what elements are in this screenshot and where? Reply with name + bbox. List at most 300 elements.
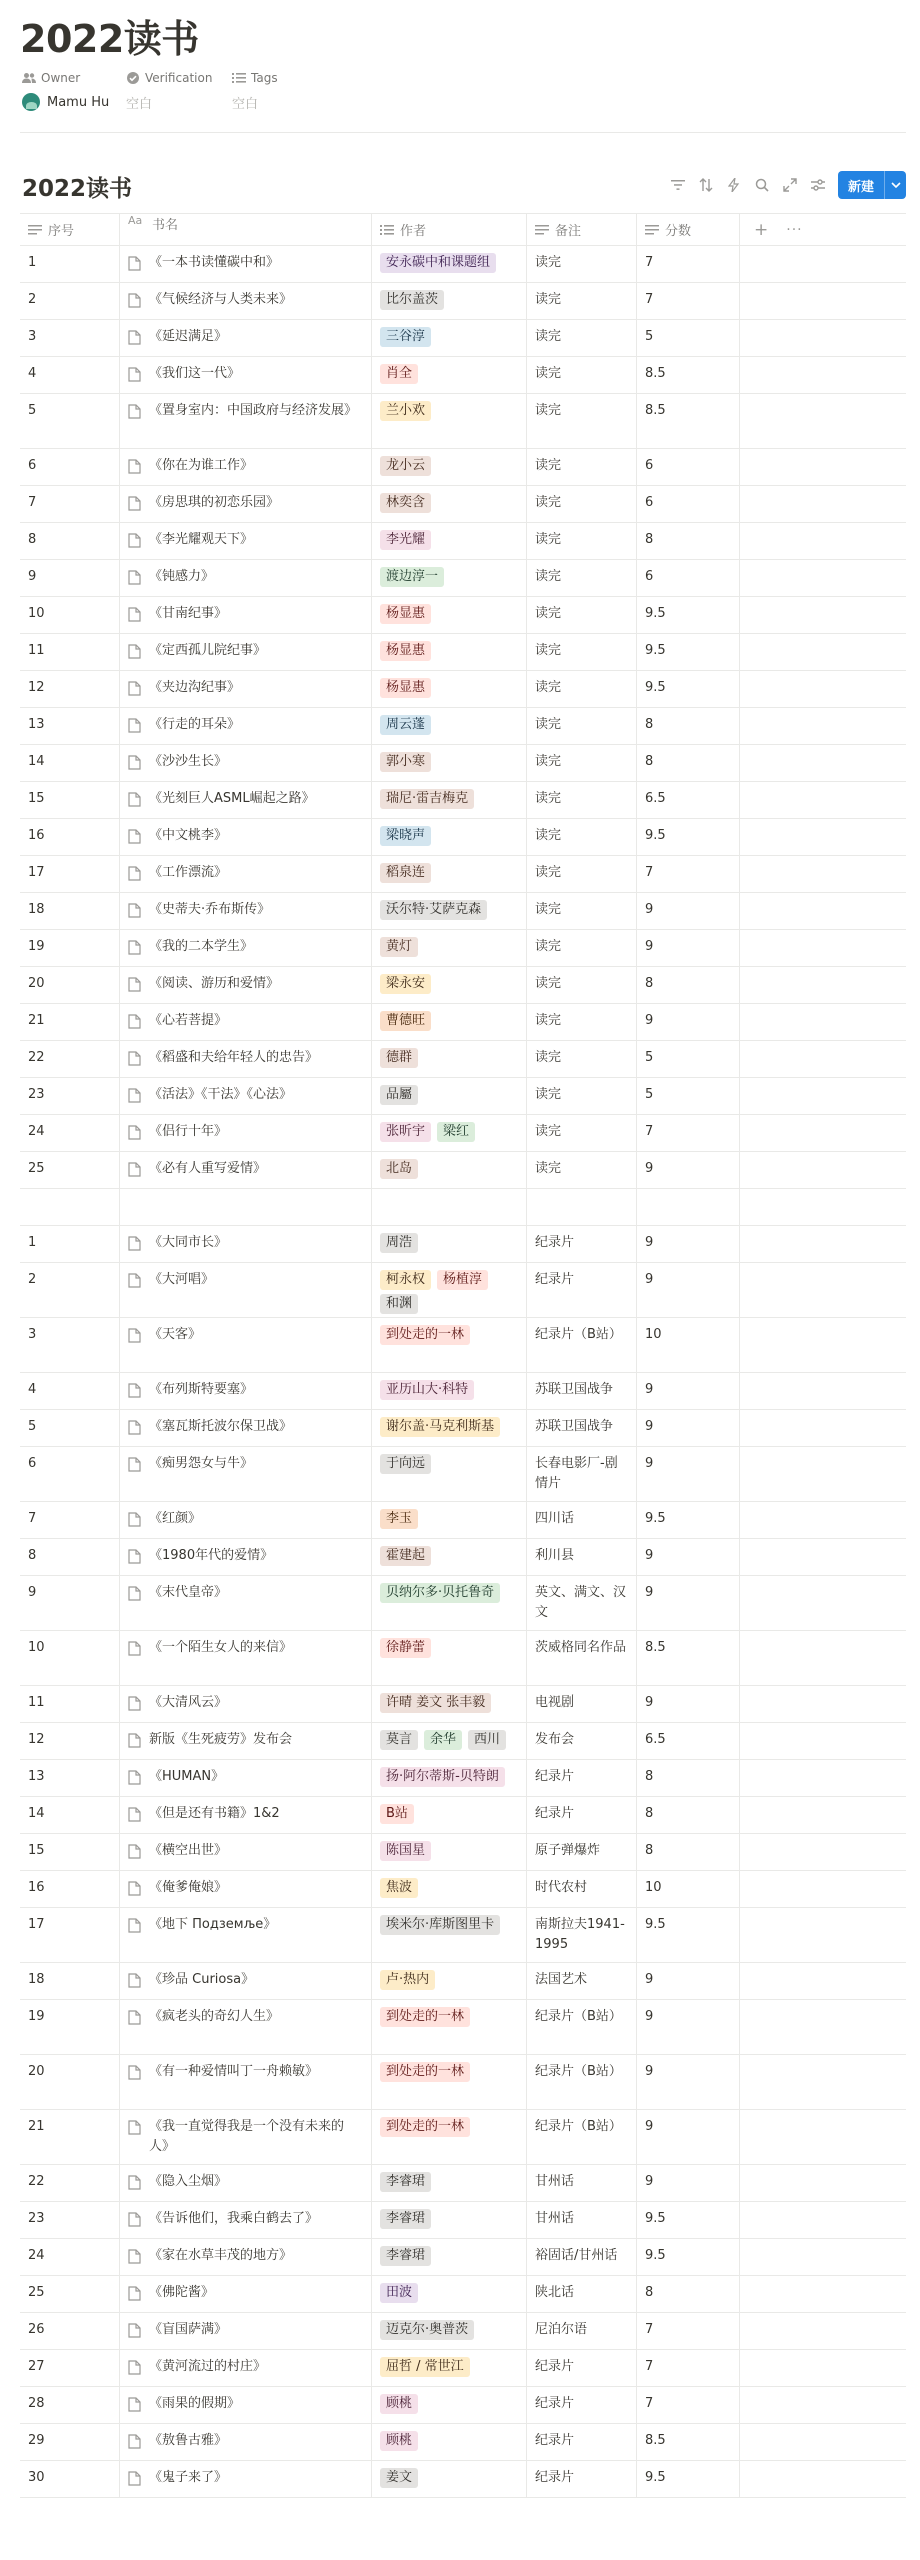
table-row[interactable]: [20, 2276, 906, 2313]
cell-author[interactable]: [372, 523, 527, 559]
cell-index[interactable]: 4: [20, 1373, 120, 1409]
title-text[interactable]: 《地下 Подземље》: [149, 1917, 277, 1932]
cell-index[interactable]: 3: [20, 320, 120, 356]
cell-score[interactable]: [637, 1189, 740, 1225]
cell-index[interactable]: 1: [20, 246, 120, 282]
cell-author[interactable]: [372, 486, 527, 522]
cell-title[interactable]: [120, 560, 372, 596]
cell-note[interactable]: 苏联卫国战争: [527, 1410, 637, 1446]
cell-title[interactable]: [120, 2387, 372, 2423]
cell-score[interactable]: 9.5: [637, 819, 740, 855]
cell-index[interactable]: 20: [20, 967, 120, 1003]
title-text[interactable]: 《告诉他们，我乘白鹤去了》: [149, 2211, 319, 2226]
cell-index[interactable]: 3: [20, 1318, 120, 1372]
title-text[interactable]: 《你在为谁工作》: [149, 458, 254, 473]
cell-author[interactable]: [372, 1797, 527, 1833]
cell-author[interactable]: [372, 819, 527, 855]
cell-author[interactable]: [372, 1502, 527, 1538]
cell-index[interactable]: 27: [20, 2350, 120, 2386]
tags-property[interactable]: [232, 68, 332, 116]
title-text[interactable]: 《工作漂流》: [149, 865, 228, 880]
cell-author[interactable]: [372, 1631, 527, 1685]
cell-note[interactable]: 纪录片（B站）: [527, 2110, 637, 2164]
cell-index[interactable]: 17: [20, 856, 120, 892]
cell-note[interactable]: 纪录片: [527, 2387, 637, 2423]
cell-title[interactable]: [120, 1263, 372, 1317]
cell-index[interactable]: 4: [20, 357, 120, 393]
cell-score[interactable]: 9.5: [637, 1502, 740, 1538]
cell-title[interactable]: [120, 856, 372, 892]
cell-score[interactable]: 8.5: [637, 357, 740, 393]
cell-title[interactable]: [120, 893, 372, 929]
cell-index[interactable]: 7: [20, 1502, 120, 1538]
cell-title[interactable]: [120, 967, 372, 1003]
cell-index[interactable]: 12: [20, 1723, 120, 1759]
table-row[interactable]: [20, 1871, 906, 1908]
cell-author[interactable]: [372, 2461, 527, 2497]
cell-author[interactable]: [372, 1539, 527, 1575]
table-row[interactable]: [20, 1576, 906, 1631]
filter-icon[interactable]: [664, 171, 692, 199]
cell-note[interactable]: 读完: [527, 283, 637, 319]
cell-title[interactable]: [120, 523, 372, 559]
cell-author[interactable]: [372, 1963, 527, 1999]
table-row[interactable]: [20, 1539, 906, 1576]
cell-title[interactable]: [120, 2110, 372, 2164]
cell-note[interactable]: 纪录片（B站）: [527, 2055, 637, 2109]
cell-title[interactable]: [120, 486, 372, 522]
owner-property[interactable]: [22, 68, 126, 116]
cell-score[interactable]: 5: [637, 1041, 740, 1077]
cell-note[interactable]: 读完: [527, 967, 637, 1003]
cell-author[interactable]: [372, 320, 527, 356]
cell-score[interactable]: 9: [637, 1226, 740, 1262]
cell-note[interactable]: 纪录片: [527, 2461, 637, 2497]
title-text[interactable]: 《大河唱》: [149, 1272, 215, 1287]
table-row[interactable]: [20, 320, 906, 357]
cell-author[interactable]: [372, 2424, 527, 2460]
title-text[interactable]: 《塞瓦斯托波尔保卫战》: [149, 1419, 293, 1434]
cell-note[interactable]: 苏联卫国战争: [527, 1373, 637, 1409]
table-row[interactable]: [20, 856, 906, 893]
cell-score[interactable]: 10: [637, 1318, 740, 1372]
cell-score[interactable]: 8: [637, 708, 740, 744]
title-text[interactable]: 《1980年代的爱情》: [149, 1548, 274, 1563]
cell-title[interactable]: [120, 1004, 372, 1040]
cell-title[interactable]: [120, 1797, 372, 1833]
cell-note[interactable]: 纪录片: [527, 2350, 637, 2386]
cell-note[interactable]: 南斯拉夫1941-1995: [527, 1908, 637, 1962]
cell-title[interactable]: [120, 2165, 372, 2201]
table-row[interactable]: [20, 1631, 906, 1686]
cell-score[interactable]: 7: [637, 2350, 740, 2386]
title-text[interactable]: 《必有人重写爱情》: [149, 1161, 267, 1176]
cell-title[interactable]: [120, 1686, 372, 1722]
add-column-icon[interactable]: +: [754, 219, 769, 240]
cell-index[interactable]: 28: [20, 2387, 120, 2423]
cell-score[interactable]: 9: [637, 2000, 740, 2054]
cell-note[interactable]: 发布会: [527, 1723, 637, 1759]
table-row[interactable]: [20, 1152, 906, 1189]
title-text[interactable]: 《延迟满足》: [149, 329, 228, 344]
title-text[interactable]: 《HUMAN》: [149, 1769, 225, 1784]
title-text[interactable]: 《俺爹俺娘》: [149, 1880, 228, 1895]
cell-score[interactable]: 9: [637, 1263, 740, 1317]
cell-note[interactable]: 英文、满文、汉文: [527, 1576, 637, 1630]
cell-note[interactable]: 利川县: [527, 1539, 637, 1575]
cell-score[interactable]: 8: [637, 1797, 740, 1833]
cell-author[interactable]: [372, 1373, 527, 1409]
title-text[interactable]: 《雨果的假期》: [149, 2396, 241, 2411]
cell-index[interactable]: 23: [20, 2202, 120, 2238]
cell-title[interactable]: [120, 394, 372, 448]
cell-score[interactable]: 9: [637, 1373, 740, 1409]
cell-author[interactable]: [372, 357, 527, 393]
cell-index[interactable]: 5: [20, 1410, 120, 1446]
cell-title[interactable]: [120, 930, 372, 966]
cell-author[interactable]: [372, 1263, 527, 1317]
cell-title[interactable]: [120, 357, 372, 393]
table-row[interactable]: [20, 2055, 906, 2110]
cell-author[interactable]: [372, 1871, 527, 1907]
cell-title[interactable]: [120, 671, 372, 707]
cell-score[interactable]: 9: [637, 2165, 740, 2201]
table-row[interactable]: [20, 1760, 906, 1797]
cell-title[interactable]: [120, 634, 372, 670]
cell-author[interactable]: [372, 967, 527, 1003]
cell-note[interactable]: 读完: [527, 893, 637, 929]
cell-score[interactable]: 5: [637, 1078, 740, 1114]
title-text[interactable]: 《置身室内：中国政府与经济发展》: [149, 403, 358, 418]
cell-author[interactable]: [372, 634, 527, 670]
title-text[interactable]: 《中文桃李》: [149, 828, 228, 843]
cell-index[interactable]: 11: [20, 1686, 120, 1722]
table-row[interactable]: [20, 1226, 906, 1263]
cell-score[interactable]: 6: [637, 486, 740, 522]
cell-score[interactable]: 9: [637, 1539, 740, 1575]
cell-author[interactable]: [372, 394, 527, 448]
cell-score[interactable]: 9: [637, 893, 740, 929]
cell-note[interactable]: 读完: [527, 320, 637, 356]
cell-author[interactable]: [372, 2000, 527, 2054]
cell-index[interactable]: 19: [20, 2000, 120, 2054]
cell-title[interactable]: [120, 1760, 372, 1796]
cell-author[interactable]: [372, 2055, 527, 2109]
cell-score[interactable]: 9: [637, 1686, 740, 1722]
cell-title[interactable]: [120, 1078, 372, 1114]
cell-title[interactable]: [120, 1723, 372, 1759]
cell-score[interactable]: 9: [637, 2055, 740, 2109]
cell-score[interactable]: 9: [637, 1004, 740, 1040]
title-text[interactable]: 《我一直觉得我是一个没有未来的人》: [149, 2119, 345, 2154]
cell-note[interactable]: 读完: [527, 671, 637, 707]
table-row[interactable]: [20, 2000, 906, 2055]
cell-note[interactable]: 纪录片: [527, 1760, 637, 1796]
cell-author[interactable]: [372, 2165, 527, 2201]
cell-index[interactable]: 24: [20, 2239, 120, 2275]
cell-index[interactable]: 8: [20, 523, 120, 559]
cell-title[interactable]: [120, 1152, 372, 1188]
cell-score[interactable]: 10: [637, 1871, 740, 1907]
cell-index[interactable]: 6: [20, 449, 120, 485]
cell-score[interactable]: 9: [637, 1410, 740, 1446]
cell-note[interactable]: 读完: [527, 1115, 637, 1151]
cell-author[interactable]: [372, 1723, 527, 1759]
cell-title[interactable]: [120, 1502, 372, 1538]
cell-title[interactable]: [120, 2239, 372, 2275]
cell-title[interactable]: [120, 2461, 372, 2497]
table-row[interactable]: [20, 357, 906, 394]
cell-note[interactable]: 纪录片: [527, 1226, 637, 1262]
cell-score[interactable]: 8: [637, 1834, 740, 1870]
title-text[interactable]: 《布列斯特要塞》: [149, 1382, 254, 1397]
cell-title[interactable]: [120, 2276, 372, 2312]
cell-score[interactable]: 8.5: [637, 2424, 740, 2460]
cell-index[interactable]: 6: [20, 1447, 120, 1501]
title-text[interactable]: 《隐入尘烟》: [149, 2174, 228, 2189]
cell-note[interactable]: 电视剧: [527, 1686, 637, 1722]
cell-author[interactable]: [372, 597, 527, 633]
cell-score[interactable]: 7: [637, 1115, 740, 1151]
cell-author[interactable]: [372, 782, 527, 818]
title-text[interactable]: 《活法》《干法》《心法》: [149, 1087, 293, 1102]
table-row[interactable]: [20, 782, 906, 819]
cell-score[interactable]: 5: [637, 320, 740, 356]
cell-title[interactable]: [120, 320, 372, 356]
cell-title[interactable]: [120, 2000, 372, 2054]
table-row[interactable]: [20, 2424, 906, 2461]
cell-title[interactable]: [120, 246, 372, 282]
cell-title[interactable]: [120, 283, 372, 319]
cell-index[interactable]: 25: [20, 1152, 120, 1188]
title-text[interactable]: 《佛陀酱》: [149, 2285, 215, 2300]
cell-index[interactable]: 15: [20, 1834, 120, 1870]
table-row[interactable]: [20, 2350, 906, 2387]
cell-note[interactable]: 读完: [527, 394, 637, 448]
table-row[interactable]: [20, 283, 906, 320]
cell-score[interactable]: 9.5: [637, 2202, 740, 2238]
title-text[interactable]: 新版《生死疲劳》发布会: [149, 1732, 293, 1747]
cell-title[interactable]: [120, 2313, 372, 2349]
cell-score[interactable]: 8.5: [637, 394, 740, 448]
cell-index[interactable]: 10: [20, 597, 120, 633]
cell-index[interactable]: 13: [20, 708, 120, 744]
table-row[interactable]: [20, 1908, 906, 1963]
title-text[interactable]: 《一本书读懂碳中和》: [149, 255, 280, 270]
cell-note[interactable]: 读完: [527, 357, 637, 393]
cell-title[interactable]: [120, 782, 372, 818]
cell-index[interactable]: 2: [20, 283, 120, 319]
cell-title[interactable]: [120, 1447, 372, 1501]
cell-note[interactable]: 读完: [527, 708, 637, 744]
table-row[interactable]: [20, 486, 906, 523]
cell-index[interactable]: 20: [20, 2055, 120, 2109]
cell-title[interactable]: [120, 2424, 372, 2460]
table-row[interactable]: [20, 2239, 906, 2276]
title-text[interactable]: 《天客》: [149, 1327, 202, 1342]
cell-score[interactable]: 9: [637, 2110, 740, 2164]
cell-title[interactable]: [120, 1576, 372, 1630]
cell-author[interactable]: [372, 893, 527, 929]
cell-index[interactable]: 9: [20, 1576, 120, 1630]
cell-note[interactable]: 读完: [527, 597, 637, 633]
cell-index[interactable]: 11: [20, 634, 120, 670]
cell-index[interactable]: [20, 1189, 120, 1225]
cell-note[interactable]: 茨威格同名作品: [527, 1631, 637, 1685]
title-text[interactable]: 《心若菩提》: [149, 1013, 228, 1028]
column-header-author[interactable]: [372, 214, 527, 245]
cell-title[interactable]: [120, 1631, 372, 1685]
cell-index[interactable]: 1: [20, 1226, 120, 1262]
cell-score[interactable]: 7: [637, 283, 740, 319]
cell-title[interactable]: [120, 819, 372, 855]
cell-score[interactable]: 9.5: [637, 2239, 740, 2275]
title-text[interactable]: 《盲国萨满》: [149, 2322, 228, 2337]
table-row[interactable]: [20, 597, 906, 634]
cell-author[interactable]: [372, 2350, 527, 2386]
cell-note[interactable]: 读完: [527, 634, 637, 670]
cell-note[interactable]: 纪录片（B站）: [527, 1318, 637, 1372]
cell-note[interactable]: 读完: [527, 819, 637, 855]
table-row[interactable]: [20, 2387, 906, 2424]
cell-score[interactable]: 9.5: [637, 634, 740, 670]
table-row[interactable]: [20, 449, 906, 486]
cell-author[interactable]: [372, 930, 527, 966]
cell-author[interactable]: [372, 1686, 527, 1722]
cell-index[interactable]: 16: [20, 819, 120, 855]
cell-title[interactable]: [120, 1373, 372, 1409]
cell-note[interactable]: 裕固话/甘州话: [527, 2239, 637, 2275]
cell-note[interactable]: 读完: [527, 486, 637, 522]
cell-score[interactable]: 9.5: [637, 597, 740, 633]
cell-author[interactable]: [372, 1115, 527, 1151]
cell-score[interactable]: 6.5: [637, 1723, 740, 1759]
cell-author[interactable]: [372, 2110, 527, 2164]
table-row[interactable]: [20, 1189, 906, 1226]
cell-title[interactable]: [120, 2350, 372, 2386]
cell-title[interactable]: [120, 1539, 372, 1575]
cell-note[interactable]: 纪录片: [527, 1797, 637, 1833]
cell-index[interactable]: 7: [20, 486, 120, 522]
cell-score[interactable]: 9: [637, 1152, 740, 1188]
table-row[interactable]: [20, 2202, 906, 2239]
cell-index[interactable]: 9: [20, 560, 120, 596]
cell-index[interactable]: 17: [20, 1908, 120, 1962]
cell-author[interactable]: [372, 2239, 527, 2275]
title-text[interactable]: 《疯老头的奇幻人生》: [149, 2009, 280, 2024]
title-text[interactable]: 《我们这一代》: [149, 366, 241, 381]
cell-author[interactable]: [372, 856, 527, 892]
table-row[interactable]: [20, 1410, 906, 1447]
title-text[interactable]: 《家在水草丰茂的地方》: [149, 2248, 293, 2263]
cell-score[interactable]: 9.5: [637, 2461, 740, 2497]
cell-author[interactable]: [372, 2313, 527, 2349]
cell-author[interactable]: [372, 449, 527, 485]
cell-title[interactable]: [120, 1189, 372, 1225]
cell-note[interactable]: 法国艺术: [527, 1963, 637, 1999]
cell-author[interactable]: [372, 1834, 527, 1870]
cell-score[interactable]: 9.5: [637, 1908, 740, 1962]
cell-author[interactable]: [372, 560, 527, 596]
cell-index[interactable]: 16: [20, 1871, 120, 1907]
cell-title[interactable]: [120, 708, 372, 744]
cell-index[interactable]: 25: [20, 2276, 120, 2312]
cell-note[interactable]: 读完: [527, 782, 637, 818]
table-row[interactable]: [20, 671, 906, 708]
title-text[interactable]: 《鬼子来了》: [149, 2470, 228, 2485]
table-row[interactable]: [20, 930, 906, 967]
cell-score[interactable]: 8: [637, 1760, 740, 1796]
cell-score[interactable]: 7: [637, 2387, 740, 2423]
cell-index[interactable]: 14: [20, 745, 120, 781]
cell-index[interactable]: 24: [20, 1115, 120, 1151]
cell-score[interactable]: 8: [637, 523, 740, 559]
table-row[interactable]: [20, 1963, 906, 2000]
table-row[interactable]: [20, 2165, 906, 2202]
table-row[interactable]: [20, 1797, 906, 1834]
cell-index[interactable]: 2: [20, 1263, 120, 1317]
cell-score[interactable]: 6: [637, 449, 740, 485]
title-text[interactable]: 《珍品 Curiosa》: [149, 1972, 255, 1987]
expand-icon[interactable]: [776, 171, 804, 199]
cell-author[interactable]: [372, 1447, 527, 1501]
cell-title[interactable]: [120, 1318, 372, 1372]
table-row[interactable]: [20, 1263, 906, 1318]
title-text[interactable]: 《定西孤儿院纪事》: [149, 643, 267, 658]
column-header-score[interactable]: [637, 214, 740, 245]
table-row[interactable]: [20, 2461, 906, 2498]
cell-note[interactable]: [527, 1189, 637, 1225]
title-text[interactable]: 《我的二本学生》: [149, 939, 254, 954]
cell-author[interactable]: [372, 745, 527, 781]
table-row[interactable]: [20, 2110, 906, 2165]
title-text[interactable]: 《敖鲁古雅》: [149, 2433, 228, 2448]
title-text[interactable]: 《气候经济与人类未来》: [149, 292, 293, 307]
column-header-title[interactable]: [120, 214, 372, 245]
table-row[interactable]: [20, 708, 906, 745]
table-row[interactable]: [20, 1078, 906, 1115]
table-row[interactable]: [20, 1834, 906, 1871]
sort-icon[interactable]: [692, 171, 720, 199]
more-icon[interactable]: ···: [786, 221, 803, 238]
title-text[interactable]: 《甘南纪事》: [149, 606, 228, 621]
cell-author[interactable]: [372, 708, 527, 744]
cell-note[interactable]: 纪录片: [527, 2424, 637, 2460]
cell-score[interactable]: 8: [637, 745, 740, 781]
cell-score[interactable]: 7: [637, 246, 740, 282]
title-text[interactable]: 《末代皇帝》: [149, 1585, 228, 1600]
cell-index[interactable]: 26: [20, 2313, 120, 2349]
cell-title[interactable]: [120, 2202, 372, 2238]
title-text[interactable]: 《史蒂夫·乔布斯传》: [149, 902, 271, 917]
cell-author[interactable]: [372, 671, 527, 707]
cell-index[interactable]: 21: [20, 1004, 120, 1040]
table-row[interactable]: [20, 2313, 906, 2350]
cell-note[interactable]: 读完: [527, 246, 637, 282]
cell-note[interactable]: 读完: [527, 745, 637, 781]
cell-title[interactable]: [120, 745, 372, 781]
cell-index[interactable]: 12: [20, 671, 120, 707]
cell-score[interactable]: 7: [637, 2313, 740, 2349]
table-row[interactable]: [20, 394, 906, 449]
table-row[interactable]: [20, 560, 906, 597]
cell-author[interactable]: [372, 1318, 527, 1372]
column-header-index[interactable]: [20, 214, 120, 245]
cell-author[interactable]: [372, 2387, 527, 2423]
cell-title[interactable]: [120, 449, 372, 485]
cell-author[interactable]: [372, 1410, 527, 1446]
settings-sliders-icon[interactable]: [804, 171, 832, 199]
